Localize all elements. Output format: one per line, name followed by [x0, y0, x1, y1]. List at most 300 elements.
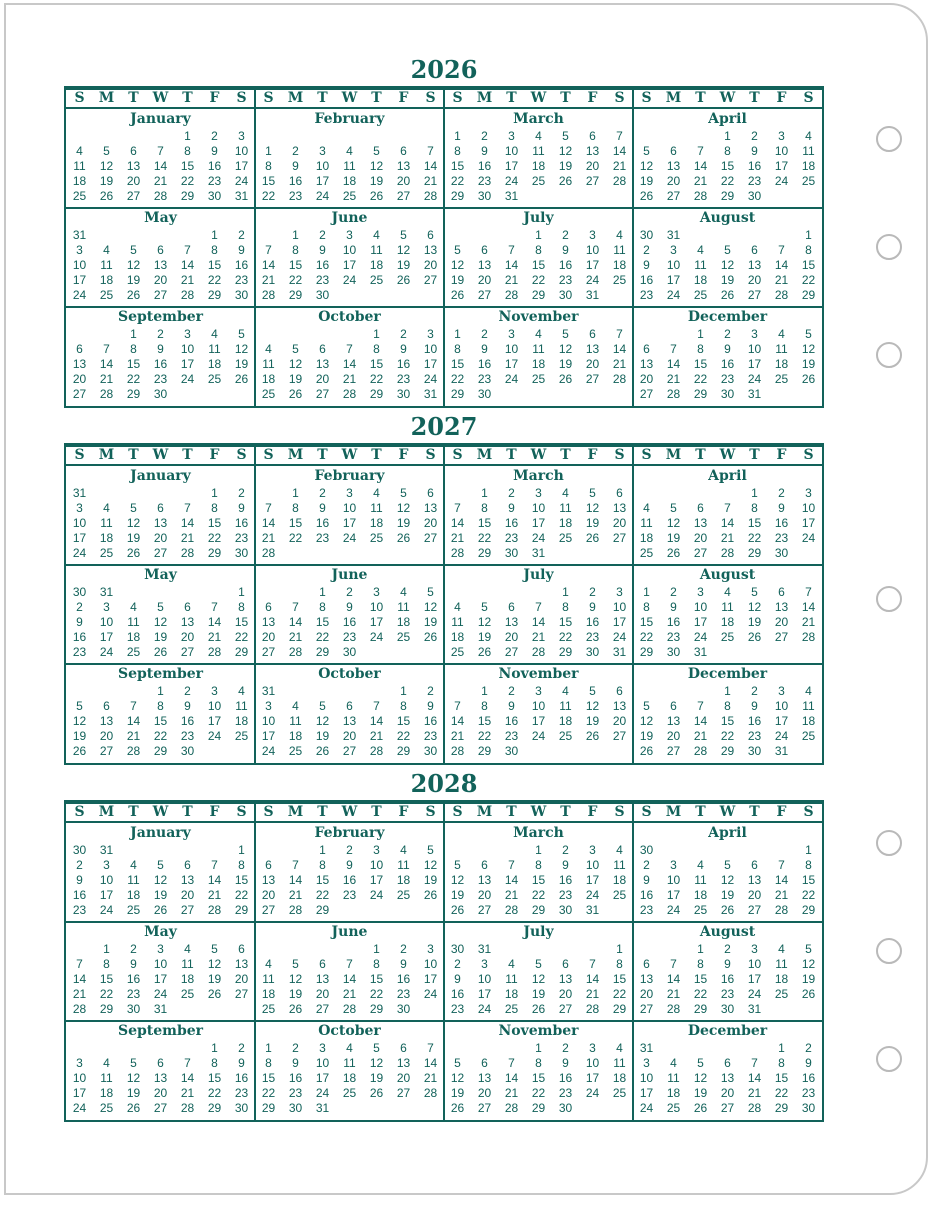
- day-number: 17: [639, 1086, 654, 1100]
- day-number: 17: [369, 615, 384, 629]
- weekday-label: M: [476, 447, 493, 463]
- day-number: 1: [805, 843, 812, 857]
- day-number: 13: [153, 1071, 168, 1085]
- day-number: 12: [720, 258, 735, 272]
- day-number: 9: [130, 957, 137, 971]
- day-number: 7: [589, 957, 596, 971]
- month-name: October: [318, 309, 381, 325]
- day-number: 21: [612, 159, 627, 173]
- day-number: 27: [261, 903, 276, 917]
- binder-hole-icon: [876, 234, 902, 260]
- day-number: 23: [72, 645, 87, 659]
- day-number: 26: [369, 1086, 384, 1100]
- day-number: 24: [99, 903, 114, 917]
- weekday-label: W: [719, 447, 736, 463]
- day-number: 4: [616, 843, 623, 857]
- day-number: 6: [400, 144, 407, 158]
- weekday-label: F: [209, 90, 220, 106]
- day-number: 21: [126, 729, 141, 743]
- day-number: 31: [315, 1101, 330, 1115]
- day-number: 4: [211, 327, 218, 341]
- day-number: 11: [802, 144, 815, 158]
- month-november: [444, 307, 633, 406]
- day-number: 30: [288, 1101, 303, 1115]
- day-number: 25: [288, 744, 303, 758]
- day-number: 5: [130, 1056, 137, 1070]
- day-number: 22: [450, 372, 465, 386]
- month-name: June: [331, 567, 368, 583]
- day-number: 18: [369, 258, 384, 272]
- day-number: 25: [99, 1101, 114, 1115]
- day-number: 19: [99, 174, 114, 188]
- day-number: 15: [720, 714, 735, 728]
- day-number: 13: [666, 159, 681, 173]
- day-number: 10: [369, 600, 384, 614]
- day-number: 29: [531, 1101, 546, 1115]
- day-number: 22: [774, 1086, 789, 1100]
- day-number: 27: [153, 1101, 168, 1115]
- day-number: 4: [508, 957, 515, 971]
- day-number: 14: [504, 873, 519, 887]
- day-number: 14: [693, 714, 708, 728]
- day-number: 26: [423, 630, 438, 644]
- day-number: 18: [693, 888, 708, 902]
- day-number: 18: [558, 714, 573, 728]
- day-number: 16: [288, 174, 303, 188]
- day-number: 20: [180, 630, 195, 644]
- day-number: 22: [207, 531, 222, 545]
- weekday-label: S: [614, 804, 625, 820]
- day-number: 4: [400, 843, 407, 857]
- weekday-label: T: [695, 804, 706, 820]
- weekday-label: M: [287, 447, 304, 463]
- weekday-label: W: [530, 447, 547, 463]
- day-number: 14: [666, 357, 681, 371]
- day-number: 7: [103, 342, 110, 356]
- day-number: 27: [180, 903, 195, 917]
- day-number: 5: [157, 600, 164, 614]
- day-number: 14: [153, 159, 168, 173]
- day-number: 5: [562, 327, 569, 341]
- day-number: 5: [130, 501, 137, 515]
- day-number: 29: [234, 903, 249, 917]
- day-number: 29: [288, 288, 303, 302]
- day-number: 15: [801, 873, 816, 887]
- day-number: 12: [801, 957, 816, 971]
- day-number: 6: [427, 486, 434, 500]
- day-number: 23: [558, 1086, 573, 1100]
- day-number: 31: [747, 387, 762, 401]
- day-number: 17: [774, 159, 789, 173]
- day-number: 29: [639, 645, 654, 659]
- day-number: 30: [342, 645, 357, 659]
- day-number: 11: [127, 615, 140, 629]
- day-number: 22: [477, 531, 492, 545]
- day-number: 29: [126, 387, 141, 401]
- day-number: 23: [477, 372, 492, 386]
- day-number: 10: [180, 342, 195, 356]
- day-number: 23: [801, 1086, 816, 1100]
- day-number: 28: [585, 1002, 600, 1016]
- day-number: 1: [400, 684, 407, 698]
- day-number: 11: [532, 342, 545, 356]
- day-number: 19: [693, 1086, 708, 1100]
- day-number: 12: [396, 243, 411, 257]
- day-number: 16: [504, 714, 519, 728]
- day-number: 13: [504, 615, 519, 629]
- day-number: 14: [423, 159, 438, 173]
- day-number: 4: [373, 486, 380, 500]
- day-number: 22: [747, 531, 762, 545]
- month-name: March: [513, 468, 564, 484]
- day-number: 14: [207, 873, 222, 887]
- day-number: 18: [612, 1071, 627, 1085]
- day-number: 29: [180, 189, 195, 203]
- weekday-label: S: [803, 447, 814, 463]
- day-number: 27: [477, 903, 492, 917]
- day-number: 3: [157, 942, 164, 956]
- day-number: 10: [585, 1056, 600, 1070]
- day-number: 22: [369, 987, 384, 1001]
- weekday-label: S: [641, 804, 652, 820]
- day-number: 21: [504, 1086, 519, 1100]
- day-number: 9: [751, 699, 758, 713]
- day-number: 7: [778, 858, 785, 872]
- day-number: 20: [585, 159, 600, 173]
- day-number: 13: [180, 873, 195, 887]
- day-number: 31: [666, 228, 681, 242]
- day-number: 29: [234, 645, 249, 659]
- day-number: 19: [153, 888, 168, 902]
- day-number: 27: [720, 1101, 735, 1115]
- day-number: 22: [450, 174, 465, 188]
- day-number: 5: [697, 1056, 704, 1070]
- day-number: 27: [612, 531, 627, 545]
- day-number: 24: [423, 987, 438, 1001]
- day-number: 22: [693, 987, 708, 1001]
- day-number: 27: [315, 1002, 330, 1016]
- month-september: [66, 1021, 255, 1120]
- day-number: 29: [558, 645, 573, 659]
- month-august: [633, 922, 822, 1021]
- day-number: 30: [801, 1101, 816, 1115]
- day-number: 18: [180, 972, 195, 986]
- weekday-label: S: [263, 447, 274, 463]
- day-number: 6: [319, 342, 326, 356]
- day-number: 6: [427, 228, 434, 242]
- day-number: 24: [153, 987, 168, 1001]
- day-number: 13: [234, 957, 249, 971]
- day-number: 5: [643, 699, 650, 713]
- day-number: 12: [153, 615, 168, 629]
- month-name: November: [498, 1023, 579, 1039]
- day-number: 2: [724, 942, 731, 956]
- binder-hole-icon: [876, 830, 902, 856]
- day-number: 7: [184, 1056, 191, 1070]
- day-number: 1: [211, 1041, 218, 1055]
- weekday-label: S: [425, 804, 436, 820]
- day-number: 6: [481, 1056, 488, 1070]
- day-number: 5: [427, 843, 434, 857]
- day-number: 4: [724, 585, 731, 599]
- day-number: 4: [778, 942, 785, 956]
- day-number: 20: [477, 888, 492, 902]
- day-number: 19: [369, 174, 384, 188]
- day-number: 20: [342, 729, 357, 743]
- day-number: 6: [157, 1056, 164, 1070]
- day-number: 11: [235, 699, 248, 713]
- day-number: 28: [774, 903, 789, 917]
- day-number: 28: [288, 645, 303, 659]
- day-number: 17: [666, 888, 681, 902]
- day-number: 21: [774, 888, 789, 902]
- day-number: 25: [126, 645, 141, 659]
- day-number: 3: [778, 684, 785, 698]
- day-number: 27: [666, 189, 681, 203]
- day-number: 11: [532, 144, 545, 158]
- day-number: 2: [562, 1041, 569, 1055]
- day-number: 17: [315, 1071, 330, 1085]
- weekday-label: M: [665, 804, 682, 820]
- day-number: 10: [72, 1071, 87, 1085]
- day-number: 2: [805, 1041, 812, 1055]
- day-number: 21: [207, 630, 222, 644]
- day-number: 31: [72, 228, 87, 242]
- day-number: 2: [292, 1041, 299, 1055]
- month-name: June: [331, 924, 368, 940]
- day-number: 31: [639, 1041, 654, 1055]
- day-number: 5: [454, 858, 461, 872]
- day-number: 13: [72, 357, 87, 371]
- day-number: 15: [693, 972, 708, 986]
- day-number: 1: [535, 843, 542, 857]
- day-number: 3: [508, 327, 515, 341]
- day-number: 27: [99, 744, 114, 758]
- month-name: March: [513, 825, 564, 841]
- day-number: 9: [562, 243, 569, 257]
- day-number: 3: [589, 843, 596, 857]
- day-number: 16: [666, 615, 681, 629]
- weekday-label: S: [641, 447, 652, 463]
- day-number: 9: [778, 501, 785, 515]
- day-number: 24: [180, 372, 195, 386]
- day-number: 3: [778, 129, 785, 143]
- day-number: 6: [751, 858, 758, 872]
- day-number: 3: [535, 486, 542, 500]
- day-number: 1: [373, 942, 380, 956]
- day-number: 7: [76, 957, 83, 971]
- day-number: 6: [265, 600, 272, 614]
- day-number: 20: [180, 888, 195, 902]
- day-number: 25: [396, 888, 411, 902]
- day-number: 16: [288, 1071, 303, 1085]
- day-number: 30: [558, 1101, 573, 1115]
- day-number: 10: [747, 342, 762, 356]
- day-number: 8: [265, 159, 272, 173]
- day-number: 24: [747, 372, 762, 386]
- day-number: 25: [720, 630, 735, 644]
- day-number: 23: [720, 372, 735, 386]
- day-number: 15: [477, 516, 492, 530]
- weekday-label: W: [719, 804, 736, 820]
- day-number: 13: [477, 873, 492, 887]
- day-number: 5: [292, 957, 299, 971]
- day-number: 23: [423, 729, 438, 743]
- day-number: 5: [130, 243, 137, 257]
- month-name: June: [331, 210, 368, 226]
- day-number: 30: [423, 744, 438, 758]
- day-number: 17: [342, 516, 357, 530]
- day-number: 10: [315, 1056, 330, 1070]
- day-number: 25: [126, 903, 141, 917]
- day-number: 16: [72, 630, 87, 644]
- day-number: 26: [639, 744, 654, 758]
- day-number: 21: [423, 1071, 438, 1085]
- day-number: 12: [639, 159, 654, 173]
- day-number: 16: [720, 357, 735, 371]
- day-number: 23: [288, 189, 303, 203]
- day-number: 17: [531, 516, 546, 530]
- day-number: 17: [774, 714, 789, 728]
- day-number: 5: [454, 1056, 461, 1070]
- day-number: 22: [612, 987, 627, 1001]
- month-november: [444, 1021, 633, 1120]
- weekday-label: S: [803, 90, 814, 106]
- day-number: 23: [585, 630, 600, 644]
- day-number: 20: [612, 714, 627, 728]
- day-number: 25: [693, 288, 708, 302]
- day-number: 16: [639, 273, 654, 287]
- day-number: 10: [585, 243, 600, 257]
- day-number: 1: [319, 585, 326, 599]
- day-number: 3: [427, 327, 434, 341]
- day-number: 30: [396, 1002, 411, 1016]
- day-number: 14: [342, 357, 357, 371]
- day-number: 26: [153, 645, 168, 659]
- day-number: 19: [72, 729, 87, 743]
- day-number: 29: [693, 1002, 708, 1016]
- day-number: 18: [612, 258, 627, 272]
- day-number: 23: [639, 288, 654, 302]
- day-number: 4: [238, 684, 245, 698]
- day-number: 2: [400, 942, 407, 956]
- day-number: 12: [207, 957, 222, 971]
- day-number: 15: [477, 714, 492, 728]
- day-number: 19: [126, 273, 141, 287]
- day-number: 4: [805, 684, 812, 698]
- day-number: 18: [126, 888, 141, 902]
- day-number: 31: [747, 1002, 762, 1016]
- day-number: 16: [720, 972, 735, 986]
- day-number: 11: [775, 342, 788, 356]
- month-january: [66, 109, 255, 208]
- day-number: 28: [504, 1101, 519, 1115]
- day-number: 4: [616, 228, 623, 242]
- day-number: 15: [450, 357, 465, 371]
- day-number: 1: [697, 942, 704, 956]
- day-number: 7: [508, 243, 515, 257]
- day-number: 17: [72, 531, 87, 545]
- day-number: 21: [774, 273, 789, 287]
- day-number: 27: [315, 387, 330, 401]
- month-name: October: [318, 666, 381, 682]
- day-number: 15: [315, 615, 330, 629]
- day-number: 19: [585, 516, 600, 530]
- day-number: 3: [76, 243, 83, 257]
- day-number: 29: [531, 903, 546, 917]
- weekday-label: S: [641, 90, 652, 106]
- day-number: 13: [99, 714, 114, 728]
- day-number: 30: [477, 189, 492, 203]
- day-number: 23: [450, 1002, 465, 1016]
- weekday-label: T: [371, 804, 382, 820]
- weekday-label: S: [236, 447, 247, 463]
- day-number: 13: [639, 972, 654, 986]
- year-calendar: [64, 86, 824, 408]
- day-number: 16: [207, 159, 222, 173]
- day-number: 6: [103, 699, 110, 713]
- day-number: 9: [562, 858, 569, 872]
- weekday-label: M: [98, 447, 115, 463]
- day-number: 25: [612, 273, 627, 287]
- day-number: 8: [211, 243, 218, 257]
- day-number: 20: [153, 1086, 168, 1100]
- day-number: 3: [319, 1041, 326, 1055]
- day-number: 1: [481, 486, 488, 500]
- day-number: 16: [234, 1071, 249, 1085]
- day-number: 10: [639, 1071, 654, 1085]
- day-number: 25: [612, 888, 627, 902]
- month-name: February: [314, 111, 385, 127]
- day-number: 15: [747, 516, 762, 530]
- day-number: 21: [72, 987, 87, 1001]
- weekday-label: T: [560, 90, 571, 106]
- day-number: 23: [315, 531, 330, 545]
- month-name: May: [144, 210, 177, 226]
- day-number: 20: [585, 357, 600, 371]
- day-number: 28: [180, 546, 195, 560]
- weekday-label: W: [341, 804, 358, 820]
- day-number: 30: [315, 288, 330, 302]
- day-number: 22: [315, 630, 330, 644]
- day-number: 18: [234, 714, 249, 728]
- month-april: [633, 466, 822, 565]
- month-name: July: [523, 567, 554, 583]
- day-number: 12: [396, 501, 411, 515]
- day-number: 4: [616, 1041, 623, 1055]
- day-number: 2: [481, 129, 488, 143]
- day-number: 8: [697, 342, 704, 356]
- day-number: 5: [724, 858, 731, 872]
- day-number: 20: [639, 987, 654, 1001]
- day-number: 18: [396, 615, 411, 629]
- day-number: 10: [423, 957, 438, 971]
- month-july: [444, 565, 633, 664]
- day-number: 2: [481, 327, 488, 341]
- day-number: 9: [589, 600, 596, 614]
- day-number: 17: [369, 873, 384, 887]
- day-number: 27: [639, 1002, 654, 1016]
- weekday-label: T: [506, 447, 517, 463]
- day-number: 18: [531, 159, 546, 173]
- day-number: 1: [103, 942, 110, 956]
- day-number: 21: [720, 531, 735, 545]
- day-number: 29: [801, 903, 816, 917]
- day-number: 8: [400, 699, 407, 713]
- day-number: 17: [180, 357, 195, 371]
- day-number: 28: [423, 1086, 438, 1100]
- day-number: 25: [261, 387, 276, 401]
